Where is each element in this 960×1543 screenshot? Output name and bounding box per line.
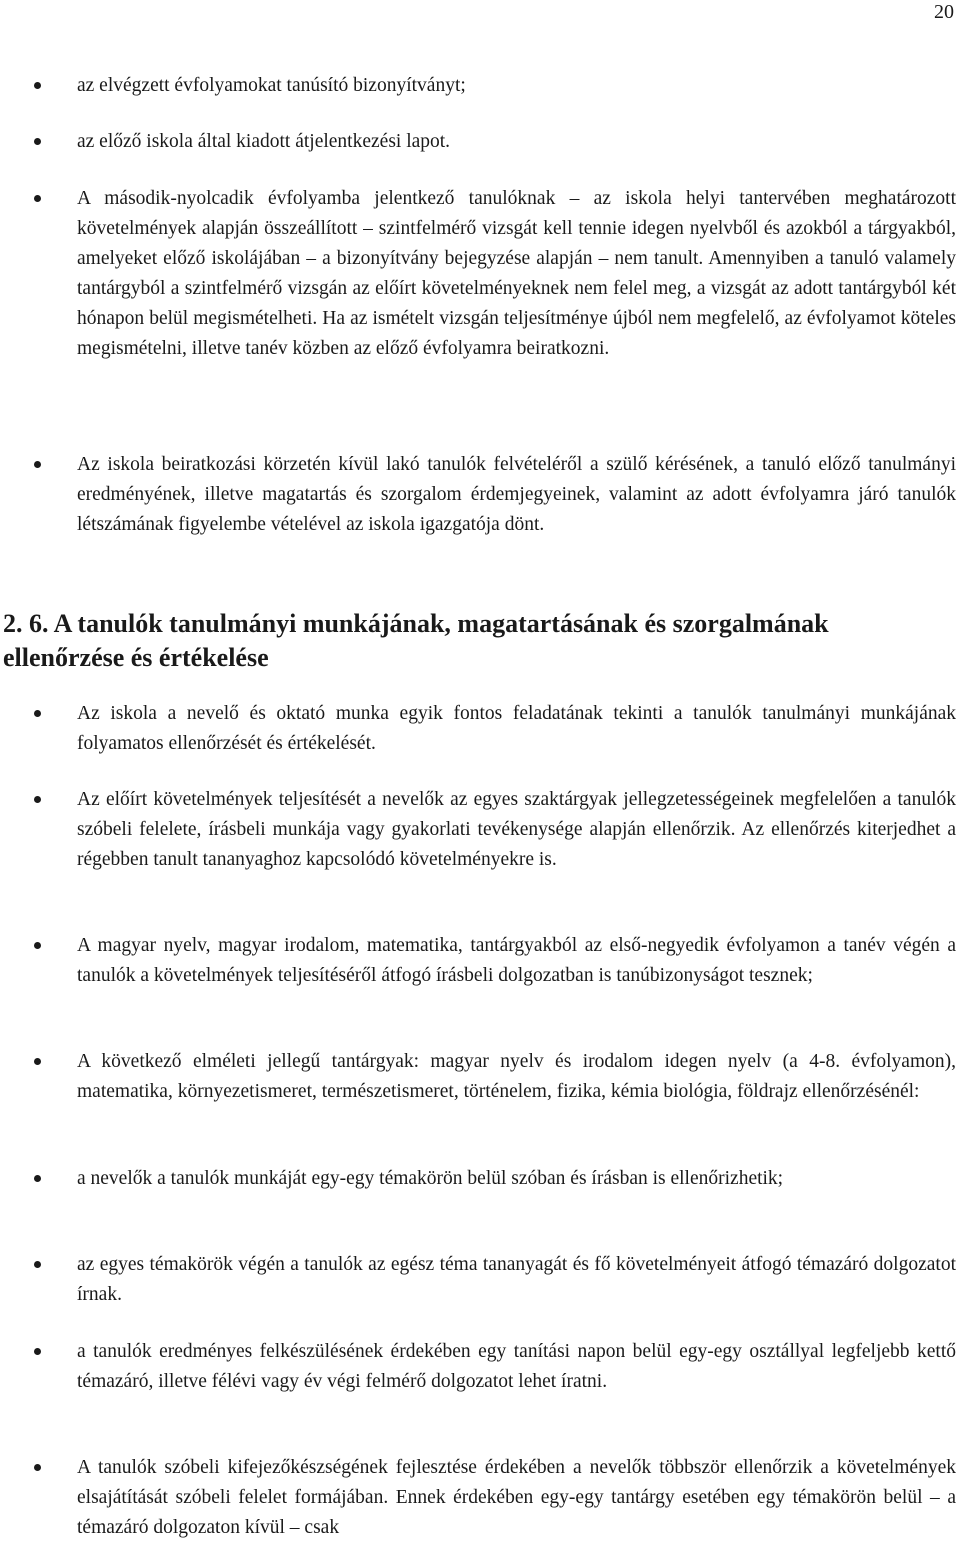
list-item [77, 1250, 956, 1310]
list-item-text: a nevelők a tanulók munkáját egy-egy témakörön belül szóban és írásban is ellenőrizhetik; [77, 1168, 784, 1189]
list-item [77, 931, 956, 991]
section-heading: 2. 6. A tanulók tanulmányi munkájának, magatartásának és szorgalmának ellenőrzése és értékelése [3, 609, 829, 672]
list-item-text: Az iskola beiratkozási körzetén kívül lakó tanulók felvételéről a szülő kérésének, a tanuló előző tanulmányi eredményének, illetve magatartás és szorgalom érdemjegyeinek, valamint az adott évfolyamra járó tanulók létszámának figyelembe vételével az iskola igazgatója dönt. [77, 454, 956, 535]
list-item-text: Az előírt követelmények teljesítését a nevelők az egyes szaktárgyak jellegzetességeinek megfelelően a tanulók szóbeli felelete, írásbeli munkája vagy gyakorlati tevékenysége alapján ellenőrzik. Az ellenőrzés kiterjedhet a régebben tanult tananyaghoz kapcsolódó követelményekre is. [77, 789, 956, 870]
bullet-icon [34, 1175, 41, 1182]
bullet-icon [34, 796, 41, 803]
list-item-text: a tanulók eredményes felkészülésének érdekében egy tanítási napon belül egy-egy osztállyal legfeljebb kettő témazáró, illetve félévi vagy év végi felmérő dolgozatot lehet íratni. [77, 1341, 956, 1392]
list-item [77, 1164, 956, 1194]
list-item-text: A következő elméleti jellegű tantárgyak: magyar nyelv és irodalom idegen nyelv (a 4-8. évfolyamon), matematika, környezetismeret, természetismeret, történelem, fizika, kémia biológia, földrajz ellenőrzésénél: [77, 1051, 956, 1102]
list-item-text: az egyes témakörök végén a tanulók az egész téma tananyagát és fő követelményeit átfogó témazáró dolgozatot írnak. [77, 1254, 956, 1305]
list-item [77, 1047, 956, 1107]
bullet-icon [34, 710, 41, 717]
page-number: 20 [934, 1, 954, 23]
bullet-icon [34, 1261, 41, 1268]
bullet-icon [34, 942, 41, 949]
list-item [77, 1453, 956, 1543]
list-item [77, 127, 956, 157]
list-item-text: A tanulók szóbeli kifejezőkészségének fejlesztése érdekében a nevelők többször ellenőrzik a követelmények elsajátítását szóbeli felelet formájában. Ennek érdekében egy-egy tantárgy esetében egy témakörön belül – a témazáró dolgozaton kívül – csak [77, 1457, 956, 1538]
bullet-icon [34, 82, 41, 89]
list-item [77, 1337, 956, 1397]
list-item [77, 184, 956, 364]
bullet-icon [34, 1464, 41, 1471]
bullet-icon [34, 138, 41, 145]
bullet-icon [34, 1058, 41, 1065]
list-item [77, 785, 956, 875]
bullet-icon [34, 195, 41, 202]
list-item-text: A magyar nyelv, magyar irodalom, matematika, tantárgyakból az első-negyedik évfolyamon a tanév végén a tanulók a követelmények teljesítéséről átfogó írásbeli dolgozatban is tanúbizonyságot tesznek; [77, 935, 956, 986]
list-item-text: az elvégzett évfolyamokat tanúsító bizonyítványt; [77, 75, 466, 96]
list-item [77, 699, 956, 759]
list-item-text: az előző iskola által kiadott átjelentkezési lapot. [77, 131, 451, 152]
bullet-icon [34, 461, 41, 468]
bullet-icon [34, 1348, 41, 1355]
list-item-text: A második-nyolcadik évfolyamba jelentkező tanulóknak – az iskola helyi tantervében meghatározott követelmények alapján összeállított – szintfelmérő vizsgát kell tennie idegen nyelvből és azokból a tárgyakból, amelyeket előző iskolájában – a bizonyítvány bejegyzése alapján – nem tanult. Amennyiben a tanuló valamely tantárgyból a szintfelmérő vizsgán az előírt követelményeknek nem felel meg, a vizsgát az adott tantárgyból két hónapon belül megismételheti. Ha az ismételt vizsgán teljesítménye újból nem megfelelő, az évfolyamot köteles megismételni, illetve tanév közben az előző évfolyamra beiratkozni. [77, 188, 956, 359]
list-item [77, 450, 956, 540]
list-item [77, 71, 956, 101]
list-item-text: Az iskola a nevelő és oktató munka egyik fontos feladatának tekinti a tanulók tanulmányi munkájának folyamatos ellenőrzését és értékelését. [77, 703, 956, 754]
